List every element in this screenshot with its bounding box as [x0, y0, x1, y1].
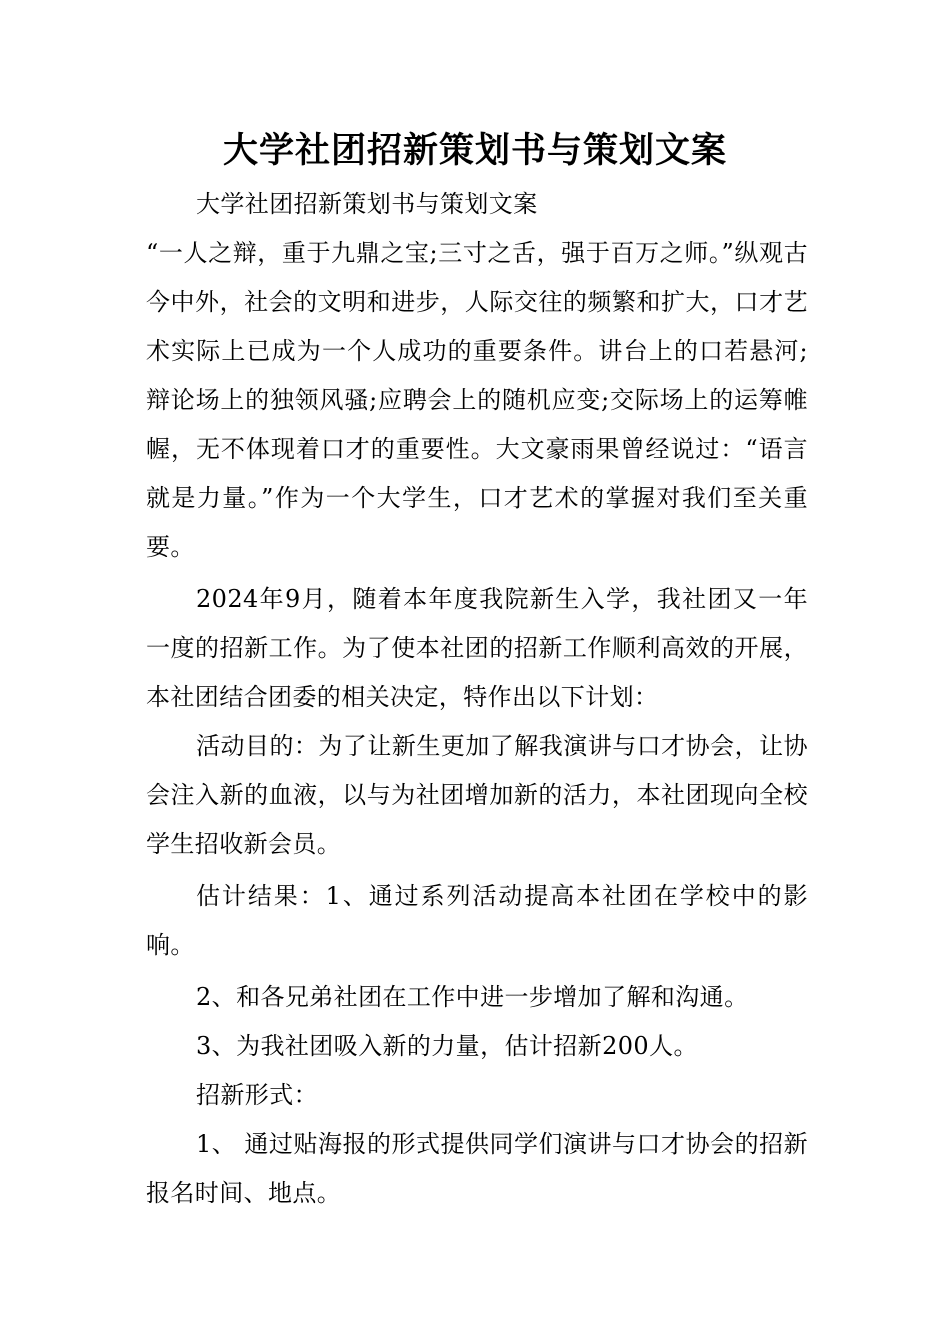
purpose-paragraph: 活动目的：为了让新生更加了解我演讲与口才协会，让协会注入新的血液，以与为社团增加新的活力，本社团现向全校学生招收新会员。 [146, 732, 808, 858]
result-item-2: 2、和各兄弟社团在工作中进一步增加了解和沟通。 [196, 983, 749, 1011]
recruitment-form-item-1: 1、 通过贴海报的形式提供同学们演讲与口才协会的招新报名时间、地点。 [146, 1130, 808, 1207]
expected-result-paragraph: 估计结果：1、通过系列活动提高本社团在学校中的影响。 [146, 882, 808, 959]
intro-paragraph: “一人之辩，重于九鼎之宝;三寸之舌，强于百万之师。”纵观古今中外，社会的文明和进步，人际交往的频繁和扩大，口才艺术实际上已成为一个人成功的重要条件。讲台上的口若悬河;辩论场上的独领风骚;应聘会上的随机应变;交际场上的运筹帷幄，无不体现着口才的重要性。大文豪雨果曾经说过：“语言就是力量。”作为一个大学生，口才艺术的掌握对我们至关重要。 [146, 239, 808, 561]
background-paragraph: 2024年9月，随着本年度我院新生入学，我社团又一年一度的招新工作。为了使本社团的招新工作顺利高效的开展，本社团结合团委的相关决定，特作出以下计划： [146, 585, 808, 711]
result-item-3: 3、为我社团吸入新的力量，估计招新200人。 [196, 1032, 698, 1060]
subtitle-paragraph: 大学社团招新策划书与策划文案 [196, 190, 538, 218]
recruitment-form-heading: 招新形式： [196, 1081, 318, 1109]
document-title: 大学社团招新策划书与策划文案 [222, 130, 727, 171]
document-body [146, 180, 808, 1218]
